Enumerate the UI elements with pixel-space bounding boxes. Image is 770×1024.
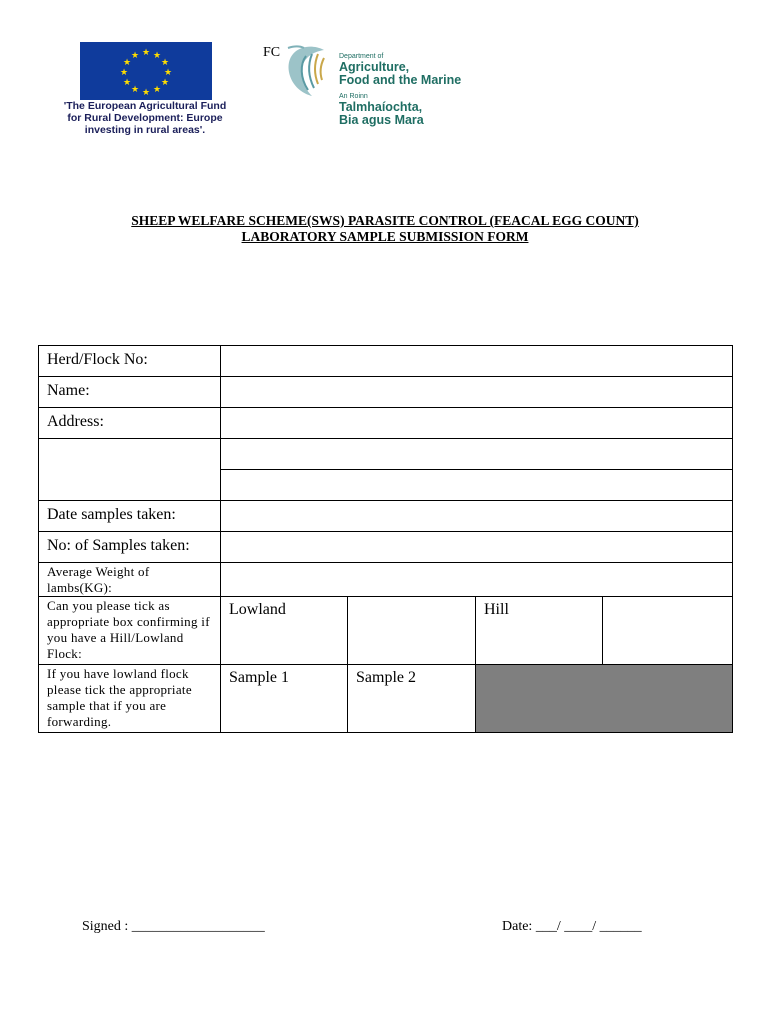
no-samples-field[interactable] xyxy=(221,532,733,563)
svg-text:★: ★ xyxy=(152,51,162,61)
hill-option-label: Hill xyxy=(476,597,603,665)
eu-caption-line: investing in rural areas'. xyxy=(84,124,206,136)
dafm-talmhaiochta: Talmhaíochta, xyxy=(339,100,423,114)
svg-text:★: ★ xyxy=(141,48,151,58)
lowland-tick-box[interactable] xyxy=(348,597,476,665)
sample-1-tick-box[interactable]: Sample 1 xyxy=(221,665,348,733)
svg-text:★: ★ xyxy=(130,85,140,95)
form-row xyxy=(39,501,733,532)
svg-text:★: ★ xyxy=(122,78,132,88)
flock-type-question: Can you please tick as appropriate box confirming if you have a Hill/Lowland Flock: xyxy=(39,597,221,665)
sample-2-tick-box[interactable]: Sample 2 xyxy=(348,665,476,733)
lowland-option-label: Lowland xyxy=(221,597,348,665)
eu-stars-icon xyxy=(80,42,212,100)
form-row xyxy=(39,377,733,408)
form-title-line-2: LABORATORY SAMPLE SUBMISSION FORM xyxy=(241,229,529,244)
name-label: Name: xyxy=(39,377,221,408)
submission-form-table xyxy=(38,345,733,733)
svg-text:★: ★ xyxy=(141,88,151,98)
name-field[interactable] xyxy=(221,377,733,408)
svg-text:★: ★ xyxy=(160,58,170,68)
svg-text:★: ★ xyxy=(163,68,173,78)
address-label: Address: xyxy=(39,408,221,439)
avg-weight-field[interactable] xyxy=(221,563,733,597)
address-field-line-2[interactable] xyxy=(221,439,733,470)
eu-caption-line: 'The European Agricultural Fund xyxy=(63,100,227,112)
form-row xyxy=(39,665,733,733)
shaded-unused-cell xyxy=(476,665,733,733)
svg-text:★: ★ xyxy=(130,51,140,61)
dafm-an-roinn: An Roinn xyxy=(339,93,368,100)
dafm-bia-mara: Bia agus Mara xyxy=(339,113,424,127)
dafm-emblem-icon xyxy=(284,44,336,98)
address-field-line-1[interactable] xyxy=(221,408,733,439)
address-field-line-3[interactable] xyxy=(221,470,733,501)
date-line[interactable]: Date: ___/ ____/ ______ xyxy=(502,919,642,934)
svg-text:★: ★ xyxy=(122,58,132,68)
svg-text:★: ★ xyxy=(119,68,129,78)
svg-text:★: ★ xyxy=(160,78,170,88)
eu-caption-line: for Rural Development: Europe xyxy=(67,112,223,124)
dafm-logo-text xyxy=(339,52,461,127)
form-row xyxy=(39,597,733,665)
no-samples-label: No: of Samples taken: xyxy=(39,532,221,563)
dafm-dept-of: Department of xyxy=(339,53,384,60)
hill-tick-box[interactable] xyxy=(603,597,733,665)
form-row xyxy=(39,532,733,563)
svg-text:★: ★ xyxy=(152,85,162,95)
eu-fund-caption xyxy=(40,100,250,136)
dafm-agriculture: Agriculture, xyxy=(339,60,410,74)
form-row xyxy=(39,408,733,439)
dafm-food-marine: Food and the Marine xyxy=(339,73,462,87)
address-label-spacer xyxy=(39,439,221,501)
header-fragment-text: FC xyxy=(263,45,281,60)
date-samples-field[interactable] xyxy=(221,501,733,532)
sample-question: If you have lowland flock please tick the appropriate sample that if you are forwarding. xyxy=(39,665,221,733)
form-row xyxy=(39,346,733,377)
avg-weight-label: Average Weight of lambs(KG): xyxy=(39,563,221,597)
form-row xyxy=(39,439,733,470)
form-title-line-1: SHEEP WELFARE SCHEME(SWS) PARASITE CONTROL (FEACAL EGG COUNT) xyxy=(131,213,639,228)
herd-flock-label: Herd/Flock No: xyxy=(39,346,221,377)
eu-flag-logo xyxy=(80,42,212,100)
herd-flock-field[interactable] xyxy=(221,346,733,377)
form-row xyxy=(39,563,733,597)
signed-line[interactable]: Signed : ___________________ xyxy=(82,919,265,934)
date-samples-label: Date samples taken: xyxy=(39,501,221,532)
